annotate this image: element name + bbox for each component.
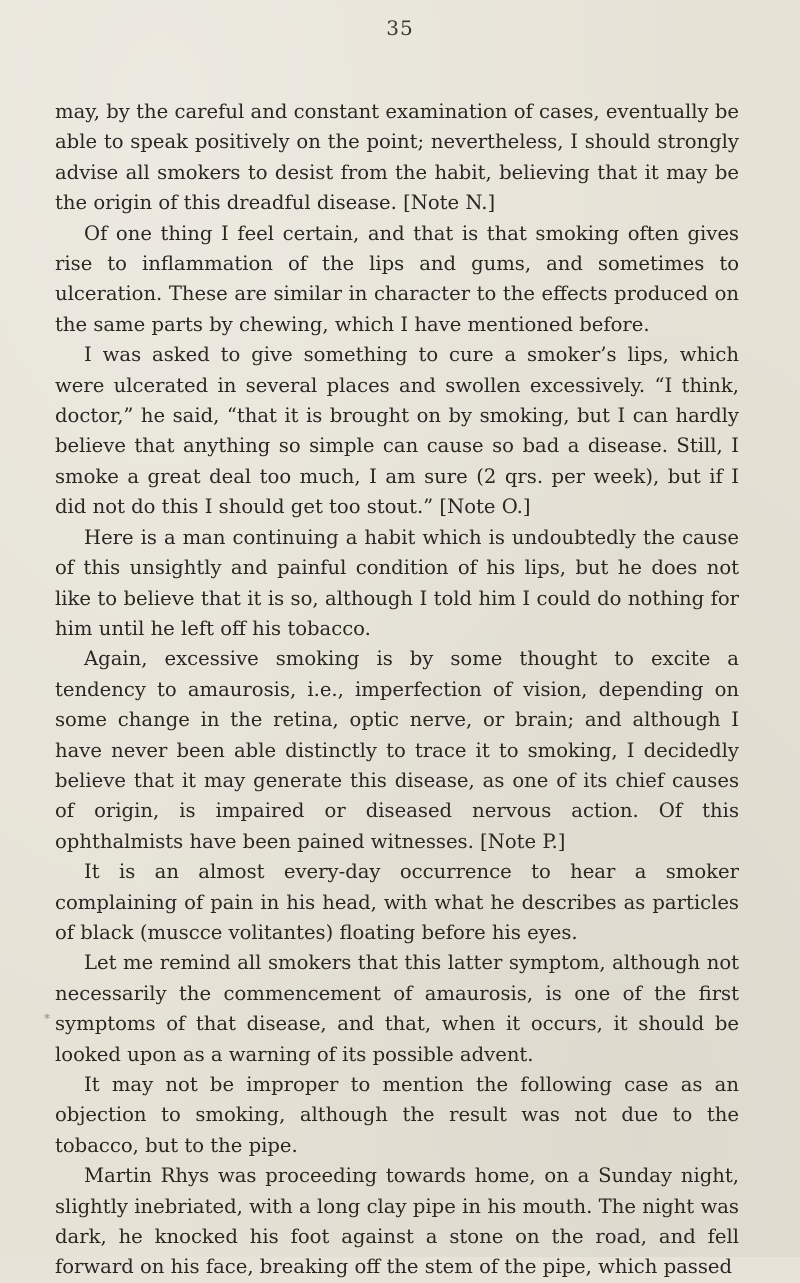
paragraph: Martin Rhys was proceeding towards home, on a Sunday night, slightly inebriated, with a long clay pipe in his mouth. The night was dark, he knocked his foot against a stone on the road, and fell forward on his face, breaking off the stem of the pipe, which passed: [55, 1164, 739, 1279]
paragraph: Let me remind all smokers that this latter symptom, although not necessarily the commencement of amaurosis, is one of the first symptoms of that disease, and that, when it occurs, it should be looked upon as a warning of its possible advent.: [55, 951, 739, 1066]
paragraph-continued: may, by the careful and constant examination of cases, eventually be able to speak positively on the point; nevertheless, I should strongly advise all smokers to desist from the habit, believing that it may be the origin of this dreadful disease. [Note N.]: [55, 100, 739, 215]
paragraph: I was asked to give something to cure a smoker’s lips, which were ulcerated in several places and swollen excessively. “I think, doctor,” he said, “that it is brought on by smoking, but I can hardly believe that anything so simple can cause so bad a disease. Still, I smoke a great deal too much, I am sure (2 qrs. per week), but if I did not do this I should get too stout.” [Note O.]: [55, 343, 739, 519]
paragraph: Here is a man continuing a habit which is undoubtedly the cause of this unsightly and painful condition of his lips, but he does not like to believe that it is so, although I told him I could do nothing for him until he left off his tobacco.: [55, 525, 739, 640]
paragraph: Again, excessive smoking is by some thought to excite a tendency to amaurosis, i.e., imperfection of vision, depending on some change in the retina, optic nerve, or brain; and although I have never been able distinctly to trace it to smoking, I decidedly believe that it may generate this disease, as one of its chief causes of origin, is impaired or diseased nervous action. Of this ophthalmists have been pained witnesses. [Note P.]: [55, 647, 739, 853]
paragraph: It is an almost every-day occurrence to hear a smoker complaining of pain in his head, with what he describes as particles of black (muscce volitantes) floating before his eyes.: [55, 860, 739, 944]
margin-mark: ∗: [43, 1009, 52, 1023]
body-text: [55, 97, 739, 1283]
paragraph: Of one thing I feel certain, and that is that smoking often gives rise to inflammation of the lips and gums, and sometimes to ulceration. These are similar in character to the effects produced on the same parts by chewing, which I have mentioned before.: [55, 221, 739, 336]
page-number: 35: [386, 16, 414, 40]
paragraph: It may not be improper to mention the following case as an objection to smoking, although the result was not due to the tobacco, but to the pipe.: [55, 1073, 739, 1157]
